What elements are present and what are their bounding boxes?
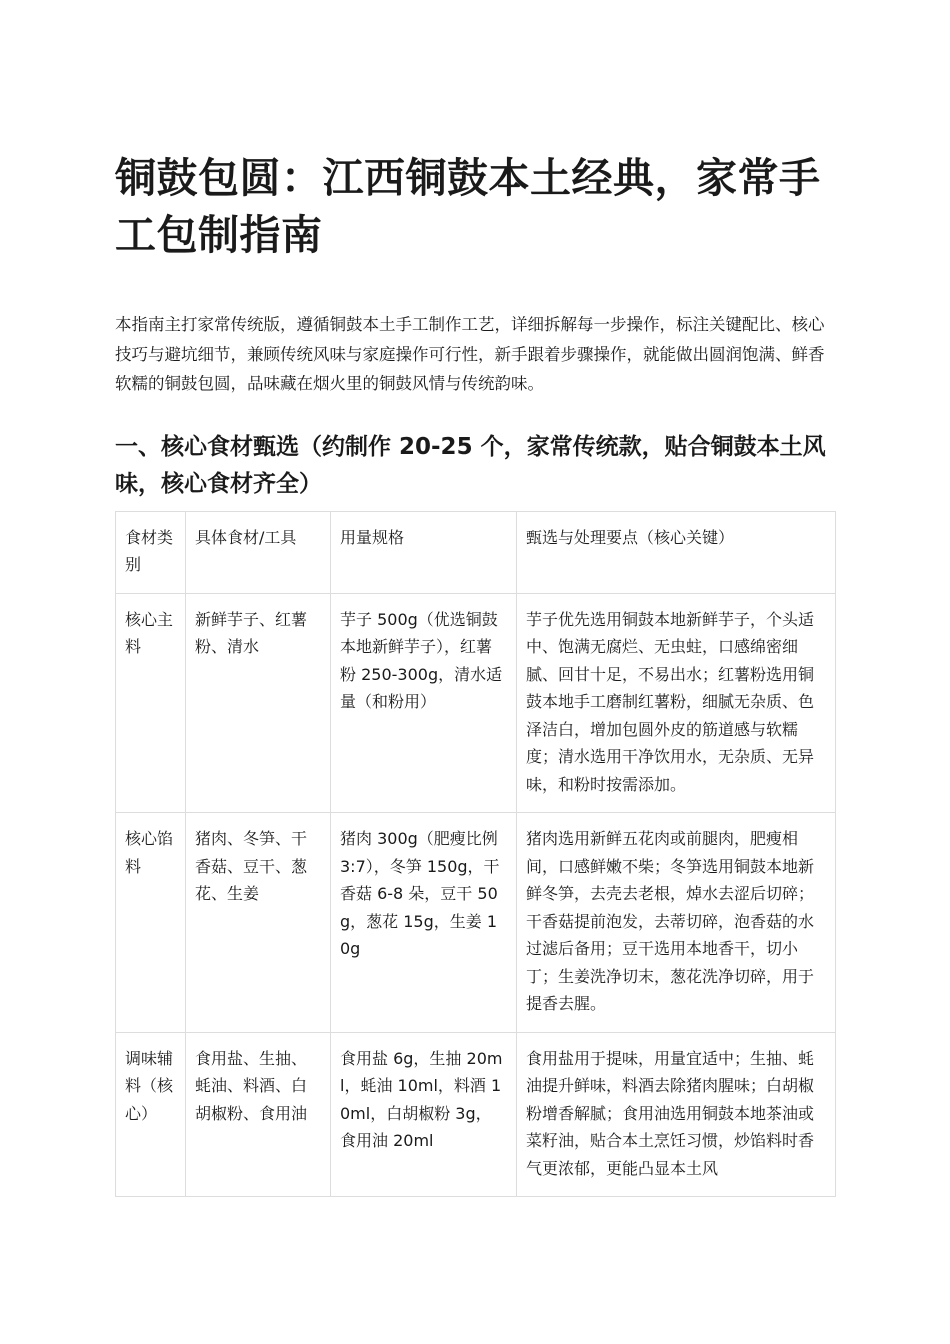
header-category: 食材类别 [116, 511, 186, 593]
table-header-row [116, 511, 836, 593]
cell-items: 猪肉、冬笋、干香菇、豆干、葱花、生姜 [186, 813, 331, 1033]
header-amount: 用量规格 [331, 511, 517, 593]
cell-items: 新鲜芋子、红薯粉、清水 [186, 593, 331, 813]
section-heading: 一、核心食材甄选（约制作 20-25 个，家常传统款，贴合铜鼓本土风味，核心食材齐全） [115, 433, 826, 497]
header-notes: 甄选与处理要点（核心关键） [517, 511, 836, 593]
table-row [116, 813, 836, 1033]
cell-items: 食用盐、生抽、蚝油、料酒、白胡椒粉、食用油 [186, 1032, 331, 1197]
document-title: 铜鼓包圆：江西铜鼓本土经典，家常手工包制指南 [115, 154, 821, 259]
cell-amount: 食用盐 6g，生抽 20ml，蚝油 10ml，料酒 10ml，白胡椒粉 3g，食用油 20ml [331, 1032, 517, 1197]
cell-category: 核心主料 [116, 593, 186, 813]
cell-amount: 芋子 500g（优选铜鼓本地新鲜芋子），红薯粉 250-300g，清水适量（和粉用） [331, 593, 517, 813]
cell-category: 核心馅料 [116, 813, 186, 1033]
table-row [116, 593, 836, 813]
cell-notes: 食用盐用于提味，用量宜适中；生抽、蚝油提升鲜味，料酒去除猪肉腥味；白胡椒粉增香解腻；食用油选用铜鼓本地茶油或菜籽油，贴合本土烹饪习惯，炒馅料时香气更浓郁，更能凸显本土风 [517, 1032, 836, 1197]
cell-amount: 猪肉 300g（肥瘦比例 3:7），冬笋 150g，干香菇 6-8 朵，豆干 50g，葱花 15g，生姜 10g [331, 813, 517, 1033]
intro-paragraph: 本指南主打家常传统版，遵循铜鼓本土手工制作工艺，详细拆解每一步操作，标注关键配比、核心技巧与避坑细节，兼顾传统风味与家庭操作可行性，新手跟着步骤操作，就能做出圆润饱满、鲜香软糯的铜鼓包圆，品味藏在烟火里的铜鼓风情与传统韵味。 [115, 315, 825, 393]
cell-notes: 芋子优先选用铜鼓本地新鲜芋子，个头适中、饱满无腐烂、无虫蛀，口感绵密细腻、回甘十足，不易出水；红薯粉选用铜鼓本地手工磨制红薯粉，细腻无杂质、色泽洁白，增加包圆外皮的筋道感与软糯度；清水选用干净饮用水，无杂质、无异味，和粉时按需添加。 [517, 593, 836, 813]
header-items: 具体食材/工具 [186, 511, 331, 593]
cell-notes: 猪肉选用新鲜五花肉或前腿肉，肥瘦相间，口感鲜嫩不柴；冬笋选用铜鼓本地新鲜冬笋，去壳去老根，焯水去涩后切碎；干香菇提前泡发，去蒂切碎，泡香菇的水过滤后备用；豆干选用本地香干，切小丁；生姜洗净切末，葱花洗净切碎，用于提香去腥。 [517, 813, 836, 1033]
table-row [116, 1032, 836, 1197]
cell-category: 调味辅料（核心） [116, 1032, 186, 1197]
ingredients-table [115, 511, 836, 1198]
document-page [115, 150, 835, 1197]
